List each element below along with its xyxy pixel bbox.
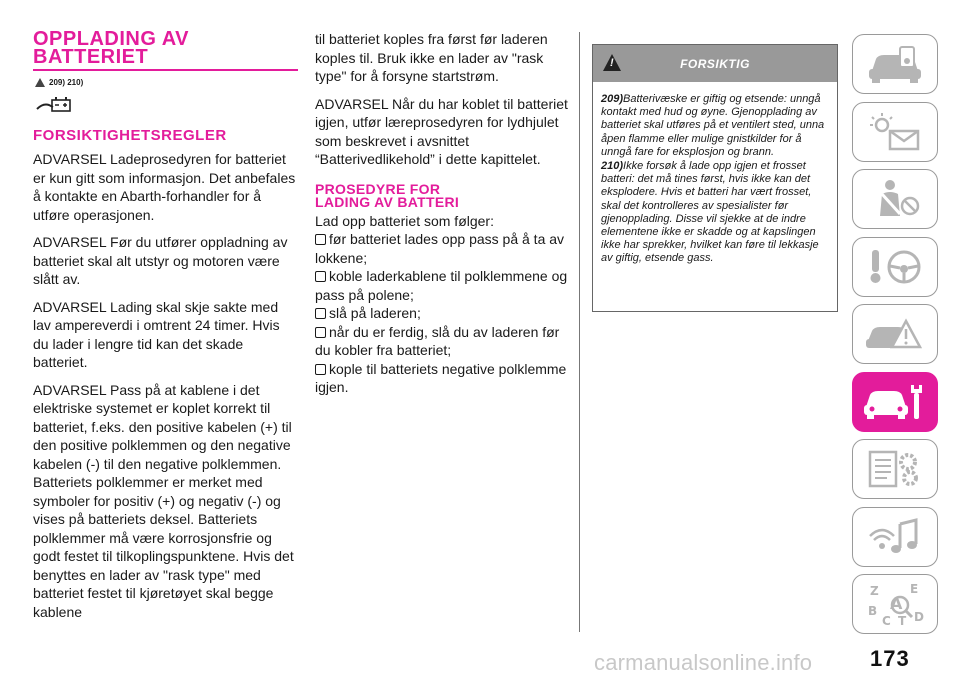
warning-triangle-icon <box>603 54 621 71</box>
safety-paragraph: ADVARSEL Pass på at kablene i det elektriske systemet er koplet korrekt til batteriet, f.eks. den positive kabelen (+) til den positive polklemmen og den negative kabelen (-) til den negative polklemmen. Batteriets polklemmer er merket med symboler for positiv (+) og negativ (-) og vises på batteriets deksel. Batteriets polklemmer må være korrosjonsfrie og godt festet til tilkoplingspunktene. Hvis det benyttes en lader av "rask type" med batteriet festet til kjøretøyet skal begge kablene <box>33 381 294 620</box>
title-rule <box>33 69 298 71</box>
list-item: kople til batteriets negative polklemme igjen. <box>315 360 567 395</box>
column-middle <box>315 30 570 397</box>
procedure-intro: Lad opp batteriet som følger: <box>315 212 494 229</box>
safety-paragraph: ADVARSEL Lading skal skje sakte med lav ampereverdi i omtrent 24 timer. Hvis du lader i lengre tid kan det skade batteriet. <box>33 298 280 370</box>
index-letter: C <box>882 614 891 627</box>
bullet-icon <box>315 364 326 375</box>
media-icon <box>860 514 930 560</box>
index-icon <box>860 581 930 627</box>
index-letter: T <box>898 614 907 627</box>
caution-item: 209)Batterivæske er giftig og etsende: unngå kontakt med hud og øyne. Gjenopplading av batteriet skal utføres på et ventilert sted, unna åpen flamme eller mulige gnistkilder for å unngå fare for eksplosjon og brann. <box>601 93 825 158</box>
caution-item: 210)Ikke forsøk å lade opp igjen et frosset batteri: det må tines først, hvis ikke kan det eksplodere. Hvis et batteri har vært frosset, skal det kontrolleres av spesialister før gjenopplading. Disse vil sjekke at de indre elementene ikke er skadde og at kapslingen ikke har sprekker, hvilket kan føre til lekkasje av giftig, etsende gass. <box>601 160 819 265</box>
procedure-heading: PROSEDYRE FOR LADING AV BATTERI <box>315 180 460 210</box>
section-title: OPPLADING AV BATTERIET <box>33 28 190 68</box>
continuation-text: til batteriet koples fra først før laderen koples til. Bruk ikke en lader av "rask type" for å forsyne startstrøm. <box>315 31 548 84</box>
tab-index[interactable] <box>852 574 938 634</box>
warning-triangle-icon <box>35 78 45 87</box>
bullet-icon <box>315 271 326 282</box>
watermark: carmanualsonline.info <box>594 650 813 675</box>
battery-hand-icon <box>35 95 75 113</box>
column-divider <box>579 32 580 632</box>
chapter-sidebar <box>852 34 938 642</box>
list-item: når du er ferdig, slå du av laderen før du kobler fra batteriet; <box>315 323 560 358</box>
data-gears-icon <box>860 446 930 492</box>
list-item: slå på laderen; <box>315 304 570 323</box>
seatbelt-icon <box>860 176 930 222</box>
bullet-icon <box>315 327 326 338</box>
caution-header: ! FORSIKTIG <box>593 45 837 82</box>
safety-heading: FORSIKTIGHETSREGLER <box>33 127 227 144</box>
warning-refs: 209) 210) <box>35 78 298 87</box>
safety-paragraph: ADVARSEL Før du utfører oppladning av batteriet skal alt utstyr og motoren være slått av. <box>33 234 288 287</box>
car-wrench-icon <box>860 379 930 425</box>
tab-maintenance[interactable] <box>852 372 938 432</box>
steering-wheel-icon <box>860 244 930 290</box>
index-letter: A <box>890 594 903 613</box>
tab-seatbelt[interactable] <box>852 169 938 229</box>
bullet-icon <box>315 308 326 319</box>
safety-paragraph: ADVARSEL Ladeprosedyren for batteriet er kun gitt som informasjon. Det anbefales å kontakte en Abarth-forhandler for å utføre operasjonen. <box>33 151 296 223</box>
index-letter: Z <box>870 584 879 598</box>
tab-steering-wheel[interactable] <box>852 237 938 297</box>
index-letter: B <box>868 604 878 618</box>
bullet-icon <box>315 234 326 245</box>
car-hazard-icon <box>860 311 930 357</box>
column-left <box>33 30 298 621</box>
tab-technical-data[interactable] <box>852 439 938 499</box>
dashboard-lights-icon <box>860 109 930 155</box>
index-letter: E <box>910 582 919 596</box>
tab-dashboard-lights[interactable] <box>852 102 938 162</box>
car-icon <box>860 41 930 87</box>
index-letter: D <box>914 610 924 624</box>
tab-car-hazard[interactable] <box>852 304 938 364</box>
tab-multimedia[interactable] <box>852 507 938 567</box>
caution-body <box>593 82 837 266</box>
warning-paragraph: ADVARSEL Når du har koblet til batteriet igjen, utfør læreprosedyren for lydhjulet som beskrevet i avsnittet “Batterivedlikehold” i dette kapittelet. <box>315 95 568 167</box>
page-number: 173 <box>870 646 910 671</box>
list-item: koble laderkablene til polklemmene og pass på polene; <box>315 268 568 303</box>
tab-car[interactable] <box>852 34 938 94</box>
list-item: før batteriet lades opp pass på å ta av lokkene; <box>315 231 565 266</box>
caution-box <box>592 44 838 312</box>
